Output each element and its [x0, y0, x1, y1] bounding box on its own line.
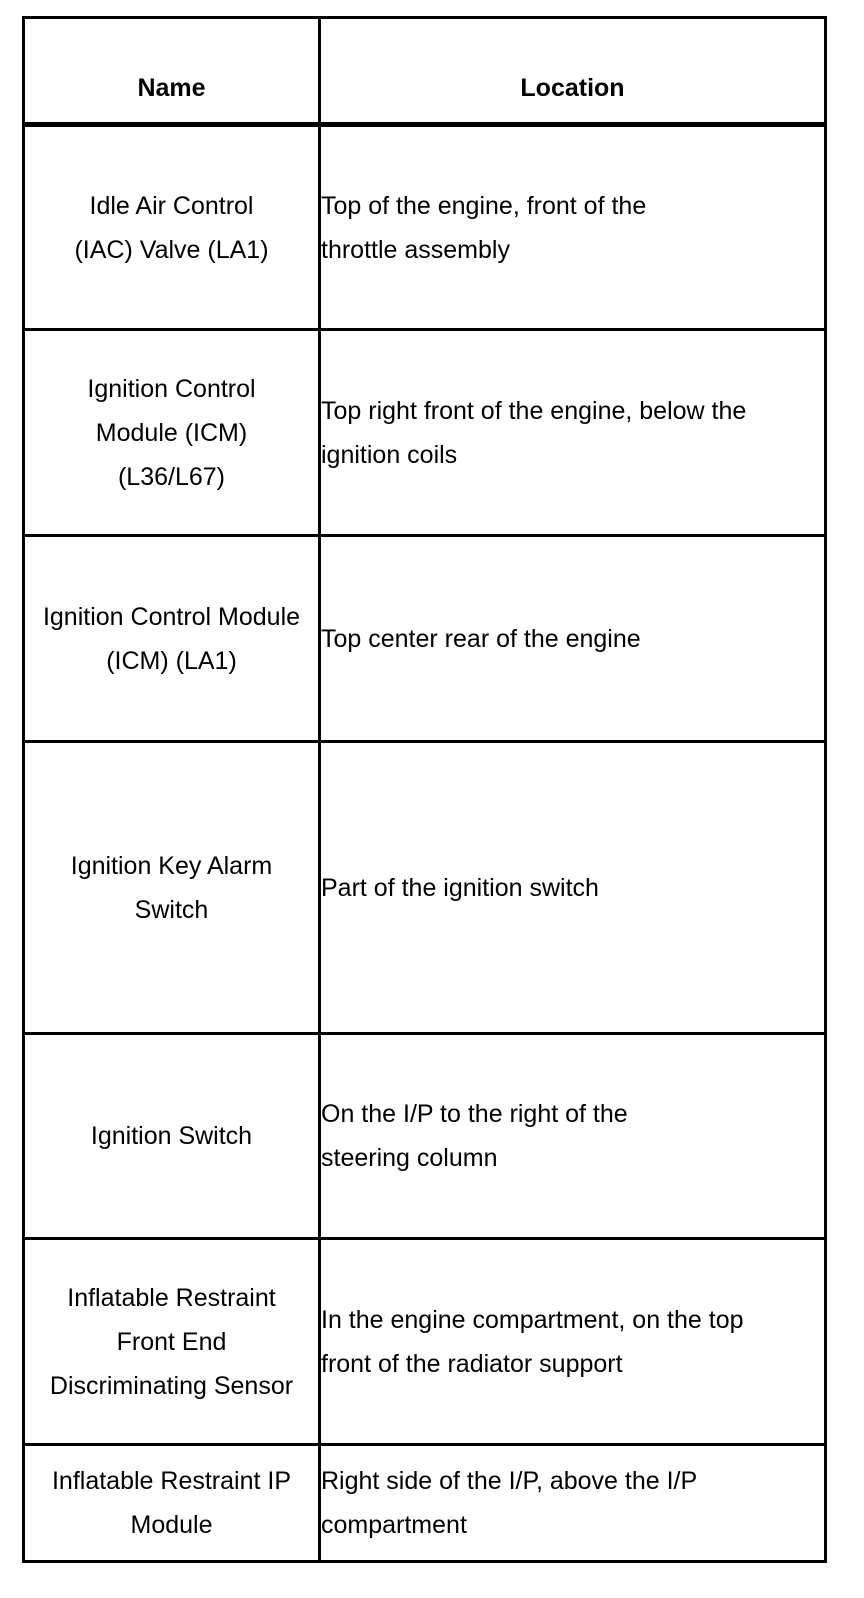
- table-row: [24, 1239, 826, 1445]
- location-column-header: [320, 18, 826, 125]
- table-row: [24, 125, 826, 330]
- component-name-cell: Ignition Control Module (ICM) (L36/L67): [24, 330, 320, 536]
- component-name-cell: Ignition Key Alarm Switch: [24, 742, 320, 1034]
- table-header-row: [24, 18, 826, 125]
- table-row: [24, 1034, 826, 1239]
- table-row: [24, 536, 826, 742]
- name-header-label: Name: [137, 74, 206, 102]
- component-location-cell: On the I/P to the right of the steering column: [320, 1034, 826, 1239]
- component-name-cell: Idle Air Control (IAC) Valve (LA1): [24, 125, 320, 330]
- table-row: [24, 742, 826, 1034]
- table-row: [24, 1445, 826, 1562]
- component-location-cell: In the engine compartment, on the top front of the radiator support: [320, 1239, 826, 1445]
- component-location-cell: Top of the engine, front of the throttle assembly: [320, 125, 826, 330]
- component-name-cell: Inflatable Restraint Front End Discriminating Sensor: [24, 1239, 320, 1445]
- name-column-header: [24, 18, 320, 125]
- component-location-cell: Top right front of the engine, below the ignition coils: [320, 330, 826, 536]
- component-name-cell: Ignition Switch: [24, 1034, 320, 1239]
- component-location-cell: Top center rear of the engine: [320, 536, 826, 742]
- component-location-table: [22, 16, 827, 1563]
- component-location-cell: Right side of the I/P, above the I/P compartment: [320, 1445, 826, 1562]
- component-location-cell: Part of the ignition switch: [320, 742, 826, 1034]
- table-row: [24, 330, 826, 536]
- component-name-cell: Inflatable Restraint IP Module: [24, 1445, 320, 1562]
- component-name-cell: Ignition Control Module (ICM) (LA1): [24, 536, 320, 742]
- location-header-label: Location: [520, 74, 625, 102]
